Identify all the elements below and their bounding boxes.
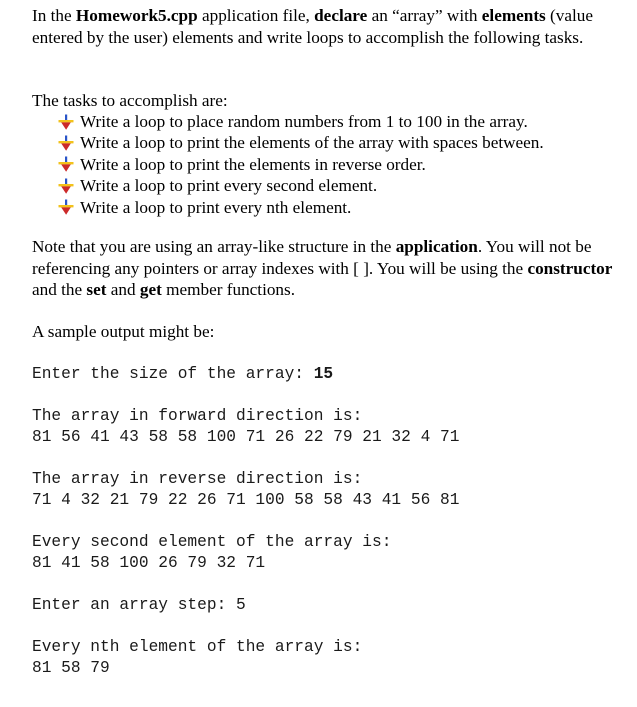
task-item <box>58 132 544 153</box>
reverse-values: 71 4 32 21 79 22 26 71 100 58 58 43 41 56 81 <box>32 491 460 509</box>
intro-text: (value entered by the user) elements and write loops to accomplish the following tasks. <box>32 6 593 47</box>
plus-arrow-icon <box>58 199 74 215</box>
second-block <box>32 532 391 574</box>
size-prompt-line <box>32 364 333 385</box>
note-paragraph <box>32 236 622 301</box>
reverse-block <box>32 469 459 511</box>
nth-block <box>32 637 362 679</box>
application-bold: application <box>395 237 478 256</box>
task-item <box>58 111 544 132</box>
note-text: and <box>106 280 140 299</box>
task-item <box>58 154 544 175</box>
nth-heading: Every nth element of the array is: <box>32 638 363 656</box>
task-item <box>58 197 544 218</box>
forward-block <box>32 406 459 448</box>
plus-arrow-icon <box>58 114 74 130</box>
filename-bold: Homework5.cpp <box>75 6 198 25</box>
size-value: 15 <box>313 365 334 383</box>
task-text: Write a loop to print the elements in reverse order. <box>80 154 426 174</box>
plus-arrow-icon <box>58 178 74 194</box>
set-bold: set <box>86 280 107 299</box>
second-heading: Every second element of the array is: <box>32 533 392 551</box>
forward-values: 81 56 41 43 58 58 100 71 26 22 79 21 32 4 71 <box>32 428 460 446</box>
task-text: Write a loop to place random numbers from 1 to 100 in the array. <box>80 111 528 131</box>
sample-heading: A sample output might be: <box>32 322 215 341</box>
declare-bold: declare <box>314 6 368 25</box>
intro-paragraph <box>32 5 622 48</box>
note-text: member functions. <box>161 280 296 299</box>
step-value: 5 <box>236 596 246 614</box>
intro-text: an “array” with <box>367 6 482 25</box>
task-text: Write a loop to print every nth element. <box>80 197 352 217</box>
intro-text: In the <box>32 6 76 25</box>
second-values: 81 41 58 100 26 79 32 71 <box>32 554 266 572</box>
elements-bold: elements <box>481 6 546 25</box>
task-text: Write a loop to print the elements of the array with spaces between. <box>80 133 544 153</box>
task-item <box>58 175 544 196</box>
constructor-bold: constructor <box>527 258 613 278</box>
size-prompt: Enter the size of the array: <box>32 365 314 383</box>
task-list <box>58 111 544 218</box>
tasks-heading: The tasks to accomplish are: <box>32 91 228 110</box>
task-text: Write a loop to print every second element. <box>80 176 378 196</box>
note-text: Note that you are using an array-like structure in the <box>32 237 396 256</box>
forward-heading: The array in forward direction is: <box>32 407 363 425</box>
step-prompt-line <box>32 595 246 616</box>
step-prompt: Enter an array step: <box>32 596 236 614</box>
reverse-heading: The array in reverse direction is: <box>32 470 363 488</box>
get-bold: get <box>139 280 162 299</box>
note-text: . You will not be referencing any pointers or array indexes with [ ]. You will be using the <box>32 237 592 278</box>
plus-arrow-icon <box>58 135 74 151</box>
note-text: and the <box>32 280 87 299</box>
intro-text: application file, <box>197 6 315 25</box>
nth-values: 81 58 79 <box>32 659 110 677</box>
plus-arrow-icon <box>58 156 74 172</box>
